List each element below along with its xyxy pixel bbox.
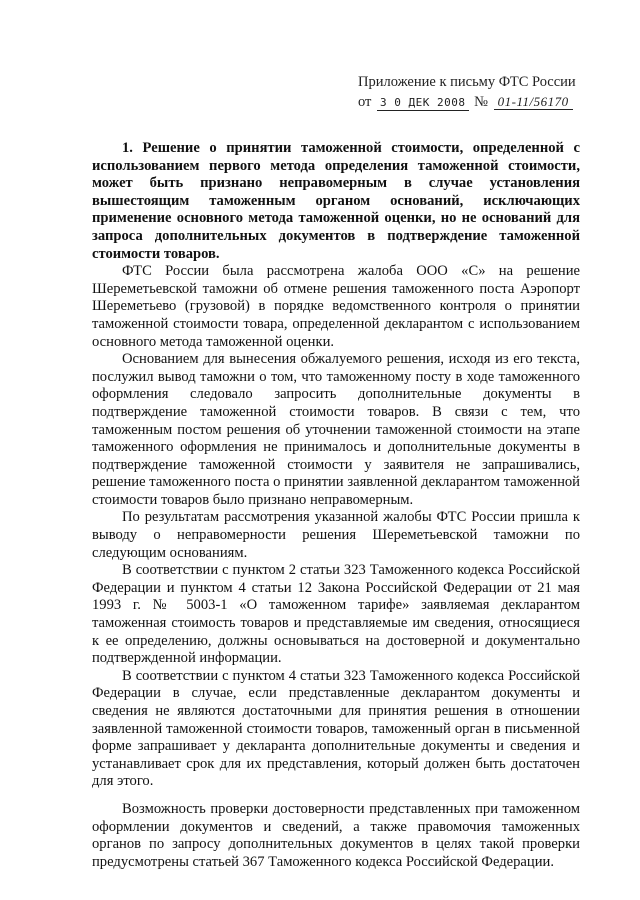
- header-date-number-line: [358, 92, 598, 112]
- document-body: [92, 140, 580, 871]
- header-number-label: №: [474, 94, 488, 110]
- date-stamp: 3 0 ДЕК 2008: [377, 96, 468, 111]
- handwritten-number: 01-11/56170: [494, 95, 573, 110]
- header-title: Приложение к письму ФТС России: [358, 74, 576, 90]
- paragraph: По результатам рассмотрения указанной жалобы ФТС России пришла к выводу о неправомерности решения Шереметьевской таможни по следующим основаниям.: [92, 509, 580, 561]
- paragraph: Основанием для вынесения обжалуемого решения, исходя из его текста, послужил вывод таможни о том, что таможенному посту в ходе таможенного оформления следовало запросить дополнительные документы в подтверждение таможенной стоимости товаров. В связи с тем, что таможенным постом решения об уточнении таможенной стоимости на этапе таможенного оформления не принималось и дополнительные документы в подтверждение таможенной стоимости у заявителя не запрашивались, решение таможенного поста о принятии заявленной декларантом таможенной стоимости товаров было признано неправомерным.: [92, 351, 580, 508]
- section-heading: 1. Решение о принятии таможенной стоимости, определенной с использованием первого метода определения таможенной стоимости, может быть признано неправомерным в случае установления вышестоящим таможенным органом оснований, исключающих применение основного метода таможенной оценки, но не оснований для запроса дополнительных документов в подтверждение таможенной стоимости товаров.: [92, 140, 580, 262]
- paragraph: Возможность проверки достоверности представленных при таможенном оформлении документов и сведений, а также правомочия таможенных органов по запросу дополнительных документов в целях такой проверки предусмотрены статьей 367 Таможенного кодекса Российской Федерации.: [92, 800, 580, 870]
- paragraph: В соответствии с пунктом 4 статьи 323 Таможенного кодекса Российской Федерации в случае, если представленные декларантом документы и сведения не являются достаточными для принятия решения в отношении заявленной таможенной стоимости товаров, таможенный орган в письменной форме запрашивает у декларанта дополнительные документы и сведения и устанавливает срок для их представления, который должен быть достаточен для этого.: [92, 667, 580, 790]
- paragraph: ФТС России была рассмотрена жалоба ООО «С» на решение Шереметьевской таможни об отмене решения таможенного поста Аэропорт Шереметьево (грузовой) в порядке ведомственного контроля о принятии таможенной стоимости товара, определенной декларантом с использованием основного метода таможенной оценки.: [92, 263, 580, 350]
- header-ot-label: от: [358, 94, 372, 110]
- paragraph: В соответствии с пунктом 2 статьи 323 Таможенного кодекса Российской Федерации и пунктом 4 статьи 12 Закона Российской Федерации от 21 мая 1993 г. № 5003-1 «О таможенном тарифе» заявляемая декларантом таможенная стоимость товаров и представляемые им сведения, относящиеся к ее определению, должны основываться на достоверной и документально подтвержденной информации.: [92, 562, 580, 667]
- document-header: [358, 72, 598, 112]
